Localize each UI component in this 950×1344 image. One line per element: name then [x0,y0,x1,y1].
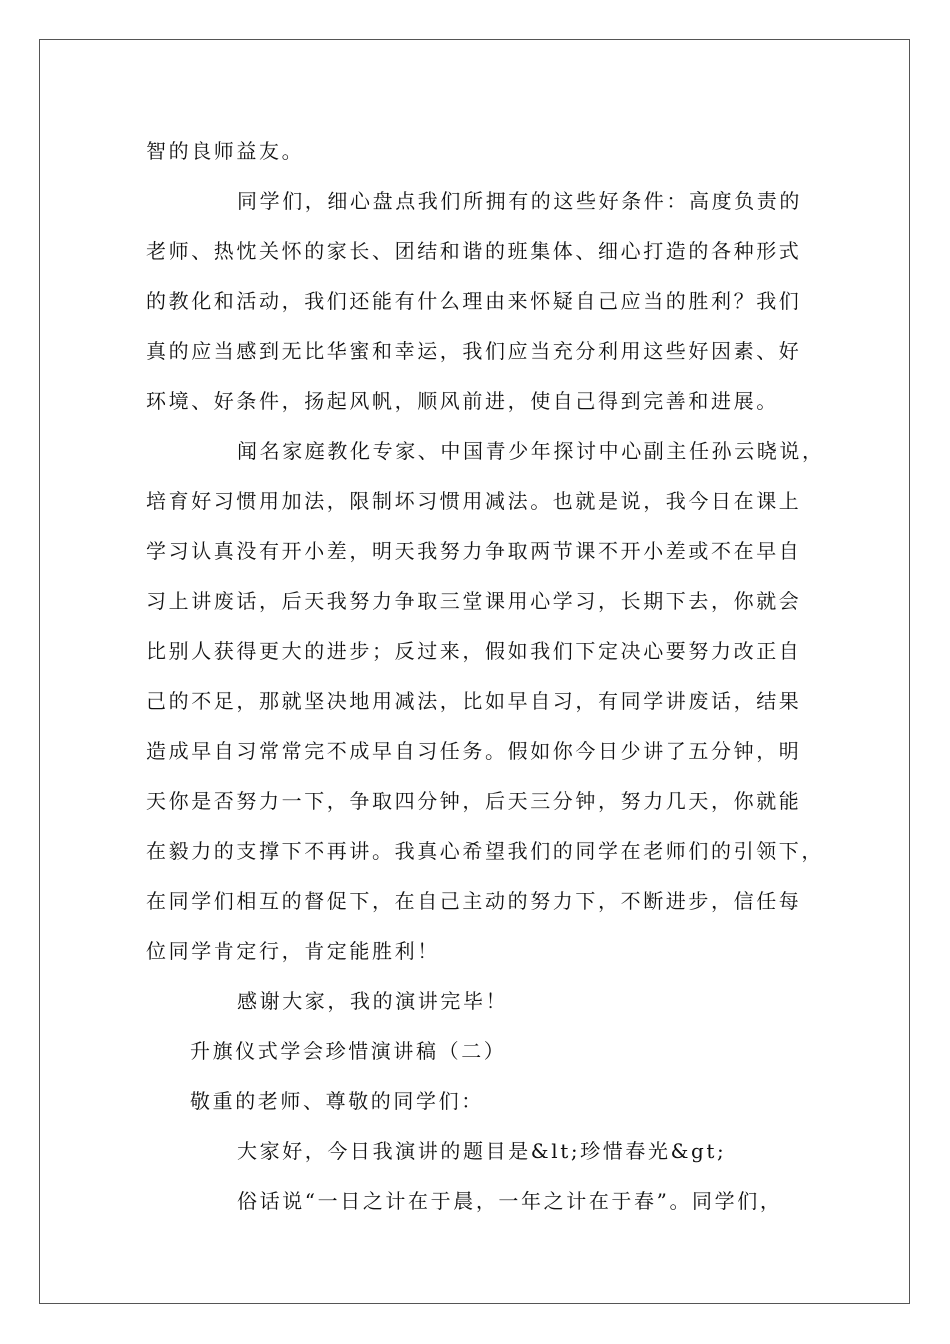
text-line: 位同学肯定行，肯定能胜利！ [146,939,440,963]
text-line: 环境、好条件，扬起风帆，顺风前进，使自己得到完善和进展。 [146,389,779,413]
text-line: 比别人获得更大的进步；反过来，假如我们下定决心要努力改正自 [146,639,802,663]
text-line: 真的应当感到无比华蜜和幸运，我们应当充分利用这些好因素、好 [146,339,802,363]
text-line: 在同学们相互的督促下，在自己主动的努力下，不断进步，信任每 [146,889,802,913]
text-line: 同学们，细心盘点我们所拥有的这些好条件：高度负责的 [237,189,802,213]
text-line: 己的不足，那就坚决地用减法，比如早自习，有同学讲废话，结果 [146,689,802,713]
text-line: 闻名家庭教化专家、中国青少年探讨中心副主任孙云晓说， [237,439,825,463]
text-line: 老师、热忱关怀的家长、团结和谐的班集体、细心打造的各种形式 [146,239,802,263]
text-line: 在毅力的支撑下不再讲。我真心希望我们的同学在老师们的引领下， [146,839,824,863]
text-line: 培育好习惯用加法，限制坏习惯用减法。也就是说，我今日在课上 [146,489,802,513]
text-line: 感谢大家，我的演讲完毕！ [237,989,509,1013]
salutation: 敬重的老师、尊敬的同学们： [190,1089,484,1113]
text-line: 的教化和活动，我们还能有什么理由来怀疑自己应当的胜利？我们 [146,289,802,313]
section-heading: 升旗仪式学会珍惜演讲稿（二） [190,1039,507,1063]
text-line: 造成早自习常常完不成早自习任务。假如你今日少讲了五分钟，明 [146,739,802,763]
text-line: 天你是否努力一下，争取四分钟，后天三分钟，努力几天，你就能 [146,789,802,813]
text-line: 智的良师益友。 [146,139,305,163]
text-line: 大家好，今日我演讲的题目是&lt;珍惜春光&gt; [237,1139,727,1163]
text-line: 学习认真没有开小差，明天我努力争取两节课不开小差或不在早自 [146,539,802,563]
text-line: 习上讲废话，后天我努力争取三堂课用心学习，长期下去，你就会 [146,589,802,613]
text-line: 俗话说“一日之计在于晨，一年之计在于春”。同学们， [237,1189,783,1213]
